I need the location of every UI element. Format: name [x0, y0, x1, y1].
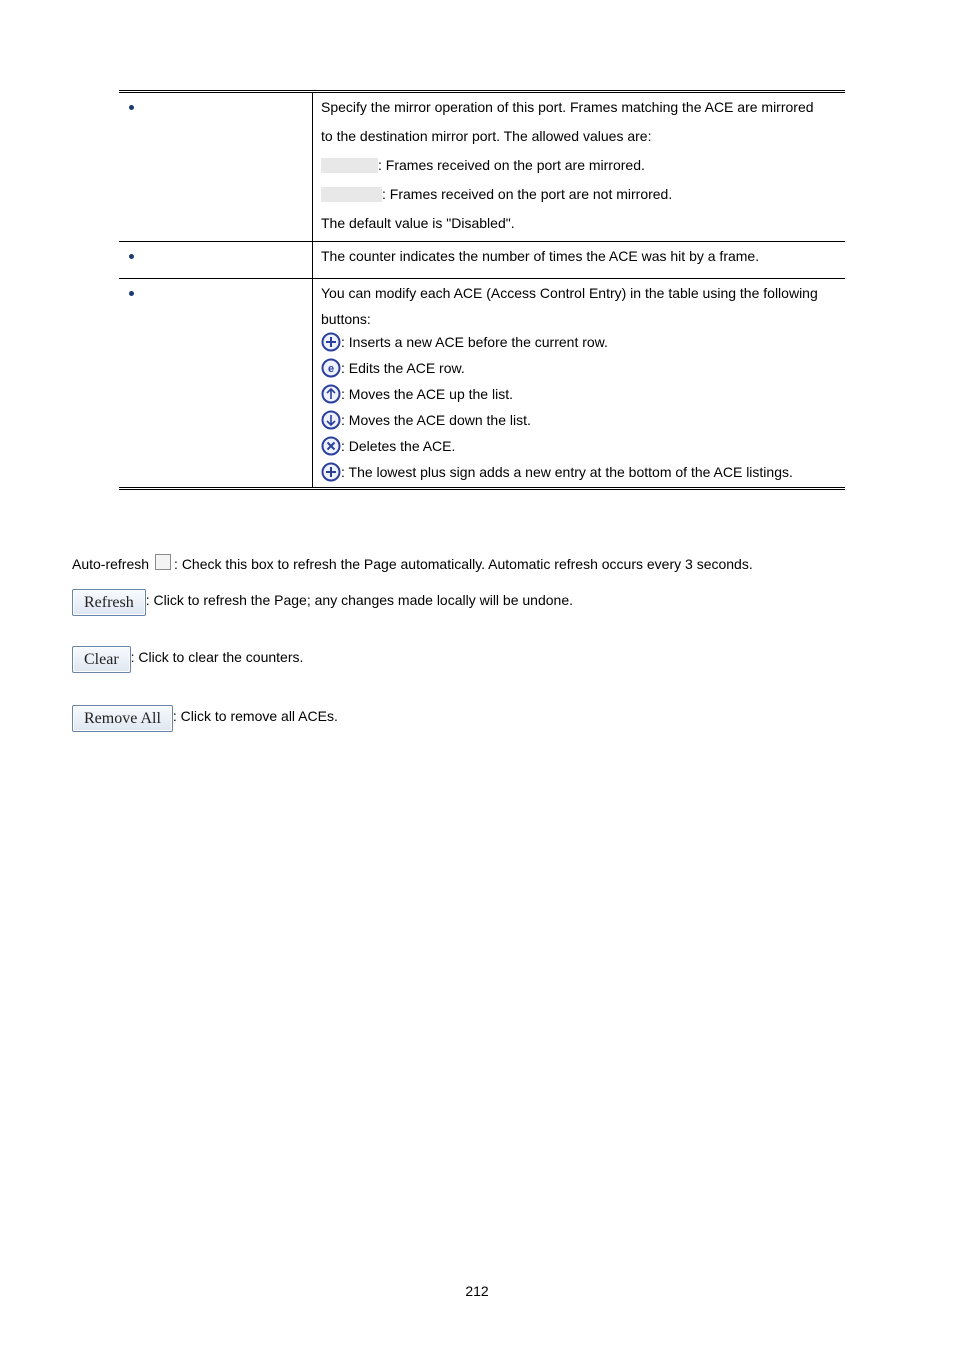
parameter-table: [119, 90, 845, 490]
edit-icon: [321, 358, 341, 378]
edit-desc: : Edits the ACE row.: [341, 360, 465, 376]
description-line: The counter indicates the number of times the ACE was hit by a frame.: [321, 248, 760, 264]
parameter-description-cell: [313, 92, 846, 242]
parameter-name-cell: [119, 242, 313, 279]
disabled-value-desc: : Frames received on the port are not mirrored.: [382, 186, 673, 202]
auto-refresh-desc: : Check this box to refresh the Page automatically. Automatic refresh occurs every 3 seconds.: [174, 556, 753, 572]
remove-all-line: [72, 705, 338, 732]
insert-icon: [321, 332, 341, 352]
move-up-desc: : Moves the ACE up the list.: [341, 386, 513, 402]
button-desc-line: [321, 384, 837, 410]
description-line: Specify the mirror operation of this port. Frames matching the ACE are mirrored: [321, 99, 814, 115]
refresh-button[interactable]: Refresh: [72, 589, 146, 616]
button-desc-line: [321, 436, 837, 462]
delete-icon: [321, 436, 341, 456]
move-down-icon: [321, 410, 341, 430]
refresh-desc: : Click to refresh the Page; any changes made locally will be undone.: [145, 592, 574, 608]
bullet-icon: [129, 105, 134, 110]
clear-line: [72, 646, 303, 673]
auto-refresh-label: Auto-refresh: [72, 556, 150, 572]
table-row: [119, 92, 845, 242]
parameter-description-cell: [313, 279, 846, 489]
description-line: buttons:: [321, 311, 371, 327]
table-row: [119, 279, 845, 489]
default-value-line: The default value is "Disabled".: [321, 215, 515, 231]
enabled-value-swatch: [321, 158, 378, 173]
insert-desc: : Inserts a new ACE before the current row.: [341, 334, 608, 350]
button-desc-line: [321, 358, 837, 384]
value-line-disabled: [321, 186, 837, 215]
refresh-line: [72, 589, 573, 616]
parameter-name-cell: [119, 92, 313, 242]
clear-button[interactable]: Clear: [72, 646, 131, 673]
button-desc-line: [321, 462, 837, 487]
button-desc-line: [321, 332, 837, 358]
parameter-name-cell: [119, 279, 313, 489]
value-line-enabled: [321, 157, 837, 186]
move-down-desc: : Moves the ACE down the list.: [341, 412, 531, 428]
remove-all-button[interactable]: Remove All: [72, 705, 173, 732]
svg-text:e: e: [327, 363, 335, 375]
button-desc-line: [321, 410, 837, 436]
enabled-value-desc: : Frames received on the port are mirrored.: [378, 157, 645, 173]
description-line: to the destination mirror port. The allowed values are:: [321, 128, 652, 144]
description-line: You can modify each ACE (Access Control Entry) in the table using the following: [321, 285, 818, 301]
add-icon: [321, 462, 341, 482]
bullet-icon: [129, 291, 134, 296]
auto-refresh-checkbox[interactable]: [155, 554, 171, 570]
table-row: [119, 242, 845, 279]
remove-all-desc: : Click to remove all ACEs.: [172, 708, 338, 724]
bullet-icon: [129, 254, 134, 259]
delete-desc: : Deletes the ACE.: [341, 438, 456, 454]
clear-desc: : Click to clear the counters.: [130, 649, 304, 665]
disabled-value-swatch: [321, 187, 382, 202]
parameter-description-cell: [313, 242, 846, 279]
move-up-icon: [321, 384, 341, 404]
page-number: 212: [465, 1283, 489, 1299]
add-desc: : The lowest plus sign adds a new entry at the bottom of the ACE listings.: [341, 464, 793, 480]
auto-refresh-line: [72, 554, 753, 572]
